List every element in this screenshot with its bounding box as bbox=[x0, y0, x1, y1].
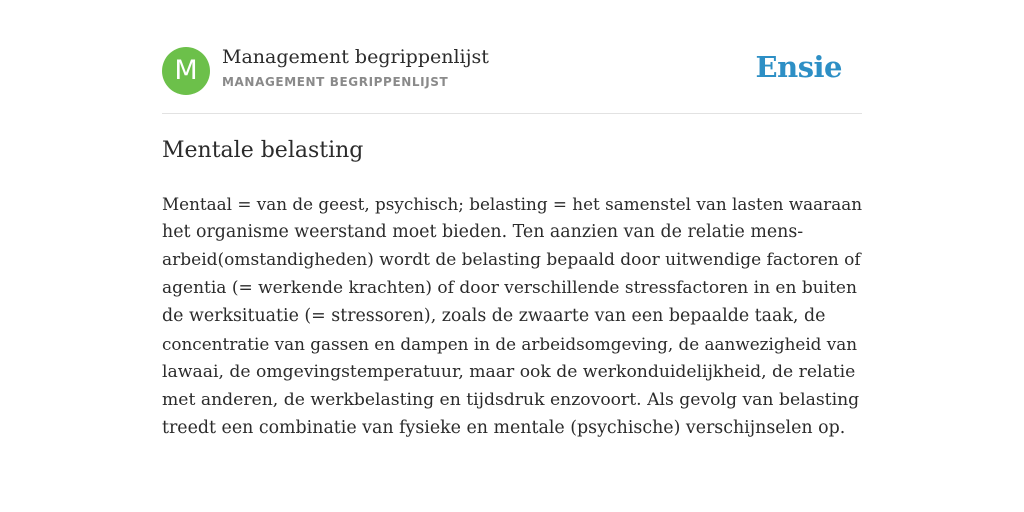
glossary-title[interactable]: Management begrippenlijst bbox=[222, 46, 489, 68]
definition-line: concentratie van gassen en dampen in de arbeidsomgeving, de aanwezigheid van bbox=[162, 334, 858, 354]
definition-line: de werksituatie (= stressoren), zoals de zwaarte van een bepaalde taak, de bbox=[162, 306, 826, 326]
definition-line: arbeid(omstandigheden) wordt de belasting bepaald door uitwendige factoren of bbox=[162, 250, 861, 270]
definition-line: Mentaal = van de geest, psychisch; belasting = het samenstel van lasten waaraan bbox=[162, 194, 863, 214]
divider bbox=[162, 113, 862, 114]
definition-line: lawaai, de omgevingstemperatuur, maar ook de werkonduidelijkheid, de relatie bbox=[162, 362, 856, 382]
glossary-subtitle: MANAGEMENT BEGRIPPENLIJST bbox=[222, 75, 449, 89]
definition-line: agentia (= werkende krachten) of door verschillende stressfactoren in en buiten bbox=[162, 278, 857, 298]
ensie-logo[interactable]: Ensie bbox=[755, 50, 842, 84]
definition-line: met anderen, de werkbelasting en tijdsdruk enzovoort. Als gevolg van belasting bbox=[162, 390, 860, 410]
header bbox=[162, 46, 862, 96]
definition-line: het organisme weerstand moet bieden. Ten aanzien van de relatie mens- bbox=[162, 222, 804, 242]
definition-text bbox=[162, 190, 862, 442]
term-title: Mentale belasting bbox=[162, 138, 364, 163]
avatar[interactable]: M bbox=[162, 47, 210, 95]
definition-line: treedt een combinatie van fysieke en mentale (psychische) verschijnselen op. bbox=[162, 418, 846, 438]
